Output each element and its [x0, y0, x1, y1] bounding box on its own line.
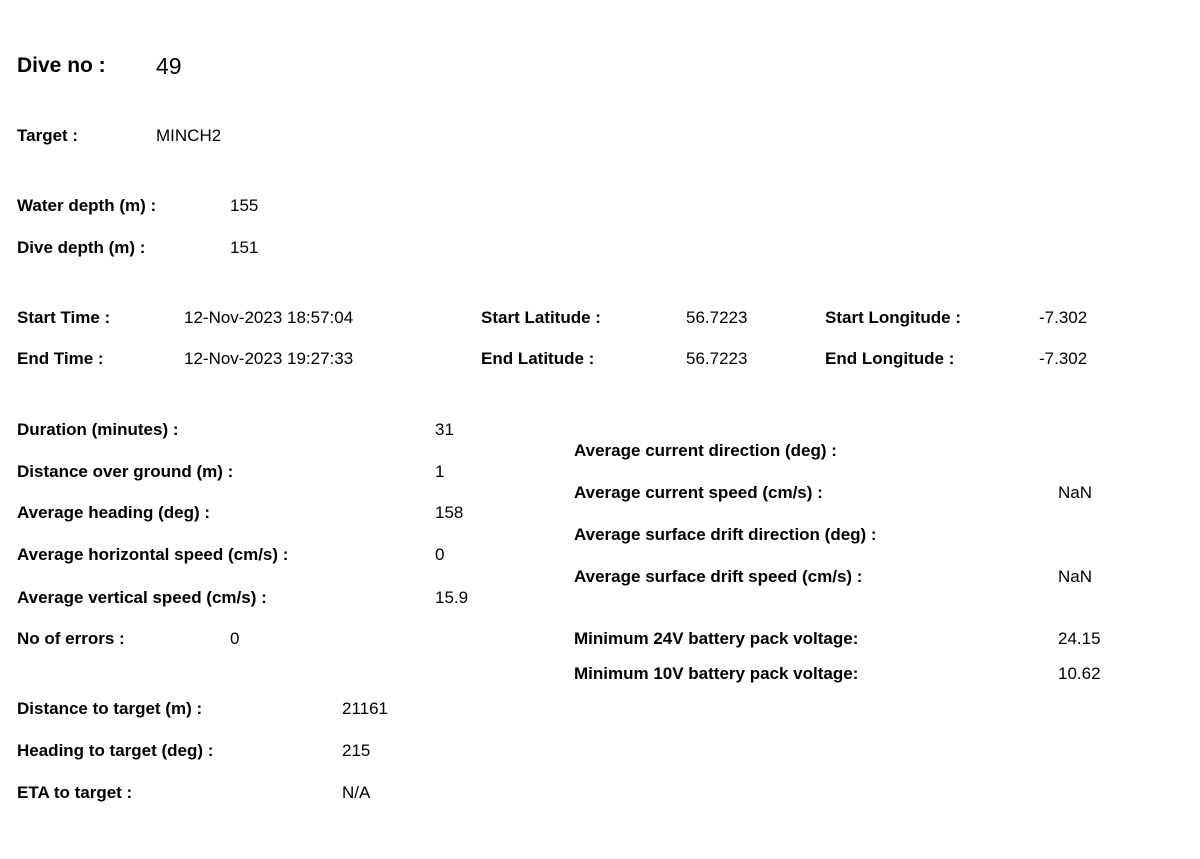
- min-10v-battery-value: 10.62: [1058, 664, 1101, 683]
- average-vertical-speed-value: 15.9: [435, 588, 469, 607]
- average-surface-drift-speed-label: Average surface drift speed (cm/s) :: [574, 567, 863, 586]
- average-heading-value: 158: [435, 503, 464, 522]
- start-latitude-label: Start Latitude :: [481, 308, 601, 327]
- end-longitude-value: -7.302: [1039, 349, 1088, 368]
- average-surface-drift-speed-value: NaN: [1058, 567, 1093, 586]
- duration-value: 31: [435, 420, 454, 439]
- end-time-value: 12-Nov-2023 19:27:33: [184, 349, 354, 368]
- water-depth-label: Water depth (m) :: [17, 196, 157, 215]
- start-longitude-value: -7.302: [1039, 308, 1088, 327]
- min-24v-battery-value: 24.15: [1058, 629, 1101, 648]
- average-heading-label: Average heading (deg) :: [17, 503, 211, 522]
- min-10v-battery-label: Minimum 10V battery pack voltage:: [574, 664, 859, 683]
- end-time-label: End Time :: [17, 349, 104, 368]
- errors-label: No of errors :: [17, 629, 125, 648]
- start-time-label: Start Time :: [17, 308, 111, 327]
- target-value: MINCH2: [156, 126, 222, 145]
- average-current-speed-value: NaN: [1058, 483, 1093, 502]
- end-latitude-value: 56.7223: [686, 349, 748, 368]
- start-latitude-value: 56.7223: [686, 308, 748, 327]
- distance-to-target-value: 21161: [342, 699, 389, 718]
- average-horizontal-speed-value: 0: [435, 545, 445, 564]
- dive-depth-value: 151: [230, 238, 259, 257]
- eta-to-target-label: ETA to target :: [17, 783, 133, 802]
- distance-to-target-label: Distance to target (m) :: [17, 699, 203, 718]
- water-depth-value: 155: [230, 196, 259, 215]
- average-horizontal-speed-label: Average horizontal speed (cm/s) :: [17, 545, 289, 564]
- dive-depth-label: Dive depth (m) :: [17, 238, 146, 257]
- average-surface-drift-direction-label: Average surface drift direction (deg) :: [574, 525, 877, 544]
- eta-to-target-value: N/A: [342, 783, 371, 802]
- duration-label: Duration (minutes) :: [17, 420, 179, 439]
- dive-no-value: 49: [156, 53, 182, 79]
- average-current-speed-label: Average current speed (cm/s) :: [574, 483, 823, 502]
- errors-value: 0: [230, 629, 240, 648]
- dive-no-label: Dive no :: [17, 54, 106, 77]
- target-label: Target :: [17, 126, 79, 145]
- start-time-value: 12-Nov-2023 18:57:04: [184, 308, 354, 327]
- start-longitude-label: Start Longitude :: [825, 308, 961, 327]
- heading-to-target-label: Heading to target (deg) :: [17, 741, 214, 760]
- heading-to-target-value: 215: [342, 741, 371, 760]
- distance-over-ground-value: 1: [435, 462, 445, 481]
- end-longitude-label: End Longitude :: [825, 349, 955, 368]
- end-latitude-label: End Latitude :: [481, 349, 595, 368]
- min-24v-battery-label: Minimum 24V battery pack voltage:: [574, 629, 859, 648]
- average-current-direction-label: Average current direction (deg) :: [574, 441, 837, 460]
- average-vertical-speed-label: Average vertical speed (cm/s) :: [17, 588, 267, 607]
- distance-over-ground-label: Distance over ground (m) :: [17, 462, 234, 481]
